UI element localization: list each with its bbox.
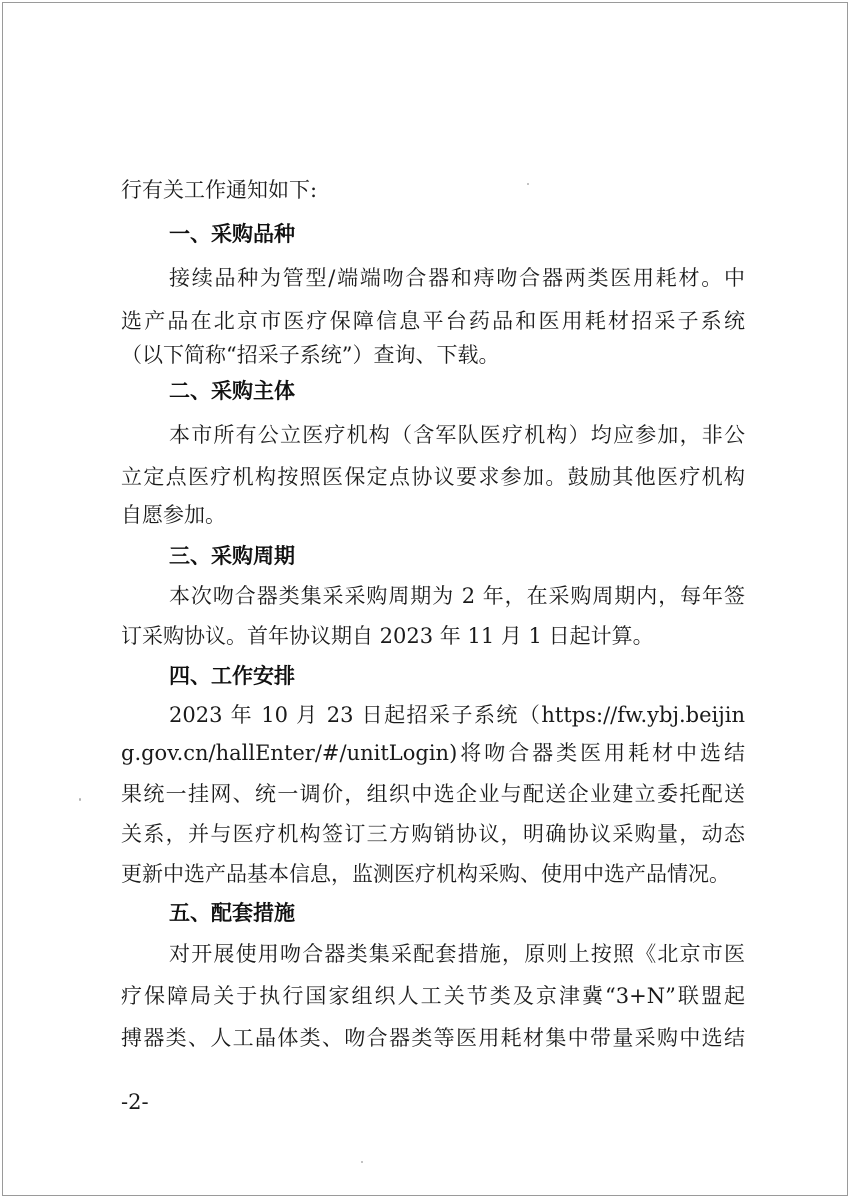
scan-speck [527,183,529,185]
paragraph-line: 对开展使用吻合器类集采配套措施，原则上按照《北京市医 [169,942,745,966]
paragraph-line: 本次吻合器类集采采购周期为 2 年，在采购周期内，每年签 [169,584,745,608]
paragraph-line: 疗保障局关于执行国家组织人工关节类及京津冀“3+N”联盟起 [121,984,745,1008]
section-heading: 一、采购品种 [169,222,295,246]
scan-speck [361,1161,363,1163]
paragraph-line: 更新中选产品基本信息，监测医疗机构采购、使用中选产品情况。 [121,862,730,886]
paragraph-line: 本市所有公立医疗机构（含军队医疗机构）均应参加，非公 [169,423,745,447]
scan-speck [79,798,81,801]
section-heading: 四、工作安排 [169,664,295,688]
paragraph-line: 接续品种为管型/端端吻合器和痔吻合器两类医用耗材。中 [169,266,745,290]
paragraph-line: （以下简称“招采子系统”）查询、下载。 [121,343,500,367]
paragraph-line: 选产品在北京市医疗保障信息平台药品和医用耗材招采子系统 [121,309,745,333]
paragraph-line: g.gov.cn/hallEnter/#/unitLogin)将吻合器类医用耗材中选结 [121,741,745,765]
section-heading: 五、配套措施 [169,901,295,925]
document-page [2,2,848,1196]
paragraph-line: 2023 年 10 月 23 日起招采子系统（https://fw.ybj.beijin [169,703,745,727]
section-heading: 二、采购主体 [169,379,295,403]
paragraph-line: 订采购协议。首年协议期自 2023 年 11 月 1 日起计算。 [121,624,654,648]
page-number: -2- [121,1090,149,1114]
paragraph-line: 行有关工作通知如下: [121,178,318,202]
paragraph-line: 搏器类、人工晶体类、吻合器类等医用耗材集中带量采购中选结 [121,1026,745,1050]
paragraph-line: 立定点医疗机构按照医保定点协议要求参加。鼓励其他医疗机构 [121,465,745,489]
paragraph-line: 果统一挂网、统一调价，组织中选企业与配送企业建立委托配送 [121,782,745,806]
paragraph-line: 关系，并与医疗机构签订三方购销协议，明确协议采购量，动态 [121,822,745,846]
paragraph-line: 自愿参加。 [121,503,226,527]
section-heading: 三、采购周期 [169,544,295,568]
